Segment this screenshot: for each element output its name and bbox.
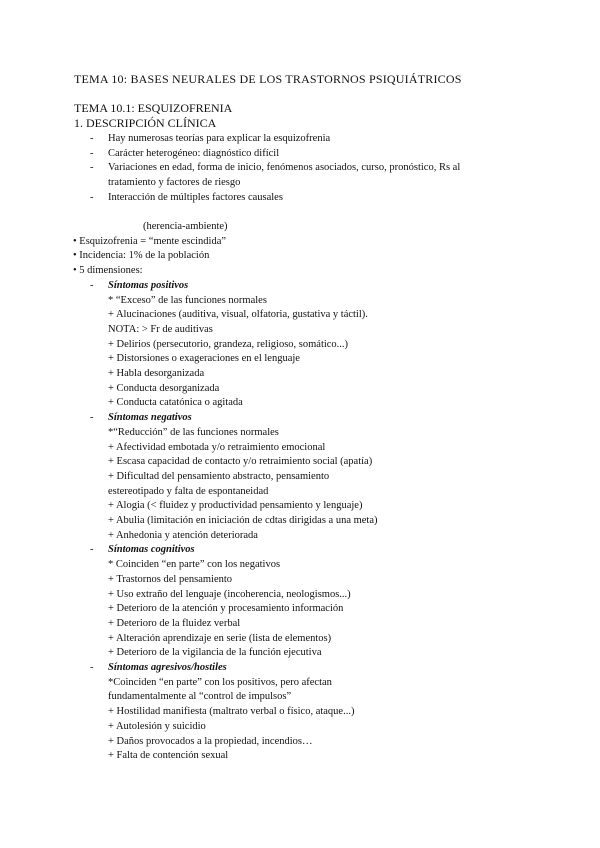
dimension-heading: Síntomas agresivos/hostiles [108, 662, 227, 673]
dash-marker: - [90, 162, 94, 174]
dimension-line: + Autolesión y suicidio [108, 720, 206, 732]
dimension-line: *Coinciden “en parte” con los positivos, pero afectan [108, 676, 332, 688]
dash-marker: - [90, 147, 94, 159]
subtitle: TEMA 10.1: ESQUIZOFRENIA [74, 101, 233, 115]
dimension-line: + Deterioro de la atención y procesamiento información [108, 603, 344, 615]
page-title: TEMA 10: BASES NEURALES DE LOS TRASTORNOS PSIQUIÁTRICOS [74, 72, 462, 86]
dimension-line: + Dificultad del pensamiento abstracto, pensamiento [108, 470, 330, 482]
dimension-line: + Deterioro de la fluidez verbal [108, 617, 241, 629]
dimension-line: + Trastornos del pensamiento [108, 573, 233, 585]
dimension-line: + Falta de contención sexual [108, 750, 229, 762]
dimension-line: fundamentalmente al “control de impulsos” [108, 691, 292, 703]
dimension-heading: Síntomas cognitivos [108, 544, 195, 556]
dimension-line: + Alogia (< fluidez y productividad pensamiento y lenguaje) [108, 500, 363, 512]
dash-marker: - [90, 191, 94, 203]
dimension-line: *“Reducción” de las funciones normales [108, 426, 279, 438]
dimension-line: + Deterioro de la vigilancia de la función ejecutiva [108, 647, 322, 659]
dimension-line: + Distorsiones o exageraciones en el lenguaje [108, 353, 300, 365]
dash-marker: - [90, 662, 94, 673]
dimension-line: + Habla desorganizada [108, 368, 205, 379]
bullet-item: • Esquizofrenia = “mente escindida” [73, 235, 227, 247]
dimension-line: + Alteración aprendizaje en serie (lista de elementos) [108, 632, 332, 644]
dimension-line: * Coinciden “en parte” con los negativos [108, 559, 281, 571]
list-item: Carácter heterogéneo: diagnóstico difícil [108, 147, 280, 159]
bullet-item: • 5 dimensiones: [73, 265, 143, 277]
dimension-line: + Hostilidad manifiesta (maltrato verbal o físico, ataque...) [108, 706, 355, 718]
section-heading: 1. DESCRIPCIÓN CLÍNICA [74, 116, 217, 130]
dash-marker: - [90, 279, 94, 291]
dimension-line: + Conducta desorganizada [108, 382, 220, 394]
herencia-note: (herencia-ambiente) [143, 221, 228, 232]
list-item: Variaciones en edad, forma de inicio, fenómenos asociados, curso, pronóstico, Rs al [108, 162, 461, 174]
dash-marker: - [90, 544, 94, 556]
dimension-line: + Anhedonia y atención deteriorada [108, 529, 258, 541]
list-item: Interacción de múltiples factores causales [108, 191, 283, 203]
dash-marker: - [90, 133, 94, 144]
dimension-line: * “Exceso” de las funciones normales [108, 294, 267, 306]
dimension-line: + Afectividad embotada y/o retraimiento emocional [108, 441, 326, 453]
dimension-heading: Síntomas positivos [108, 279, 189, 291]
dimension-line: + Conducta catatónica o agitada [108, 397, 243, 409]
dimension-line: + Abulia (limitación en iniciación de cdtas dirigidas a una meta) [108, 515, 378, 526]
dimension-line: + Escasa capacidad de contacto y/o retraimiento social (apatía) [108, 456, 373, 468]
dimension-line: + Alucinaciones (auditiva, visual, olfatoria, gustativa y táctil). [108, 309, 368, 321]
dimension-line: estereotipado y falta de espontaneidad [108, 485, 269, 497]
list-item-continuation: tratamiento y factores de riesgo [108, 177, 241, 189]
dimension-line: + Daños provocados a la propiedad, incendios… [108, 735, 313, 747]
dimension-line: + Uso extraño del lenguaje (incoherencia, neologismos...) [108, 588, 351, 600]
dimension-line: + Delirios (persecutorio, grandeza, religioso, somático...) [108, 338, 349, 350]
dash-marker: - [90, 412, 94, 424]
dimension-heading: Síntomas negativos [108, 412, 192, 424]
bullet-item: • Incidencia: 1% de la población [73, 250, 210, 262]
dimension-line: NOTA: > Fr de auditivas [108, 323, 213, 335]
list-item: Hay numerosas teorías para explicar la esquizofrenia [108, 133, 331, 144]
